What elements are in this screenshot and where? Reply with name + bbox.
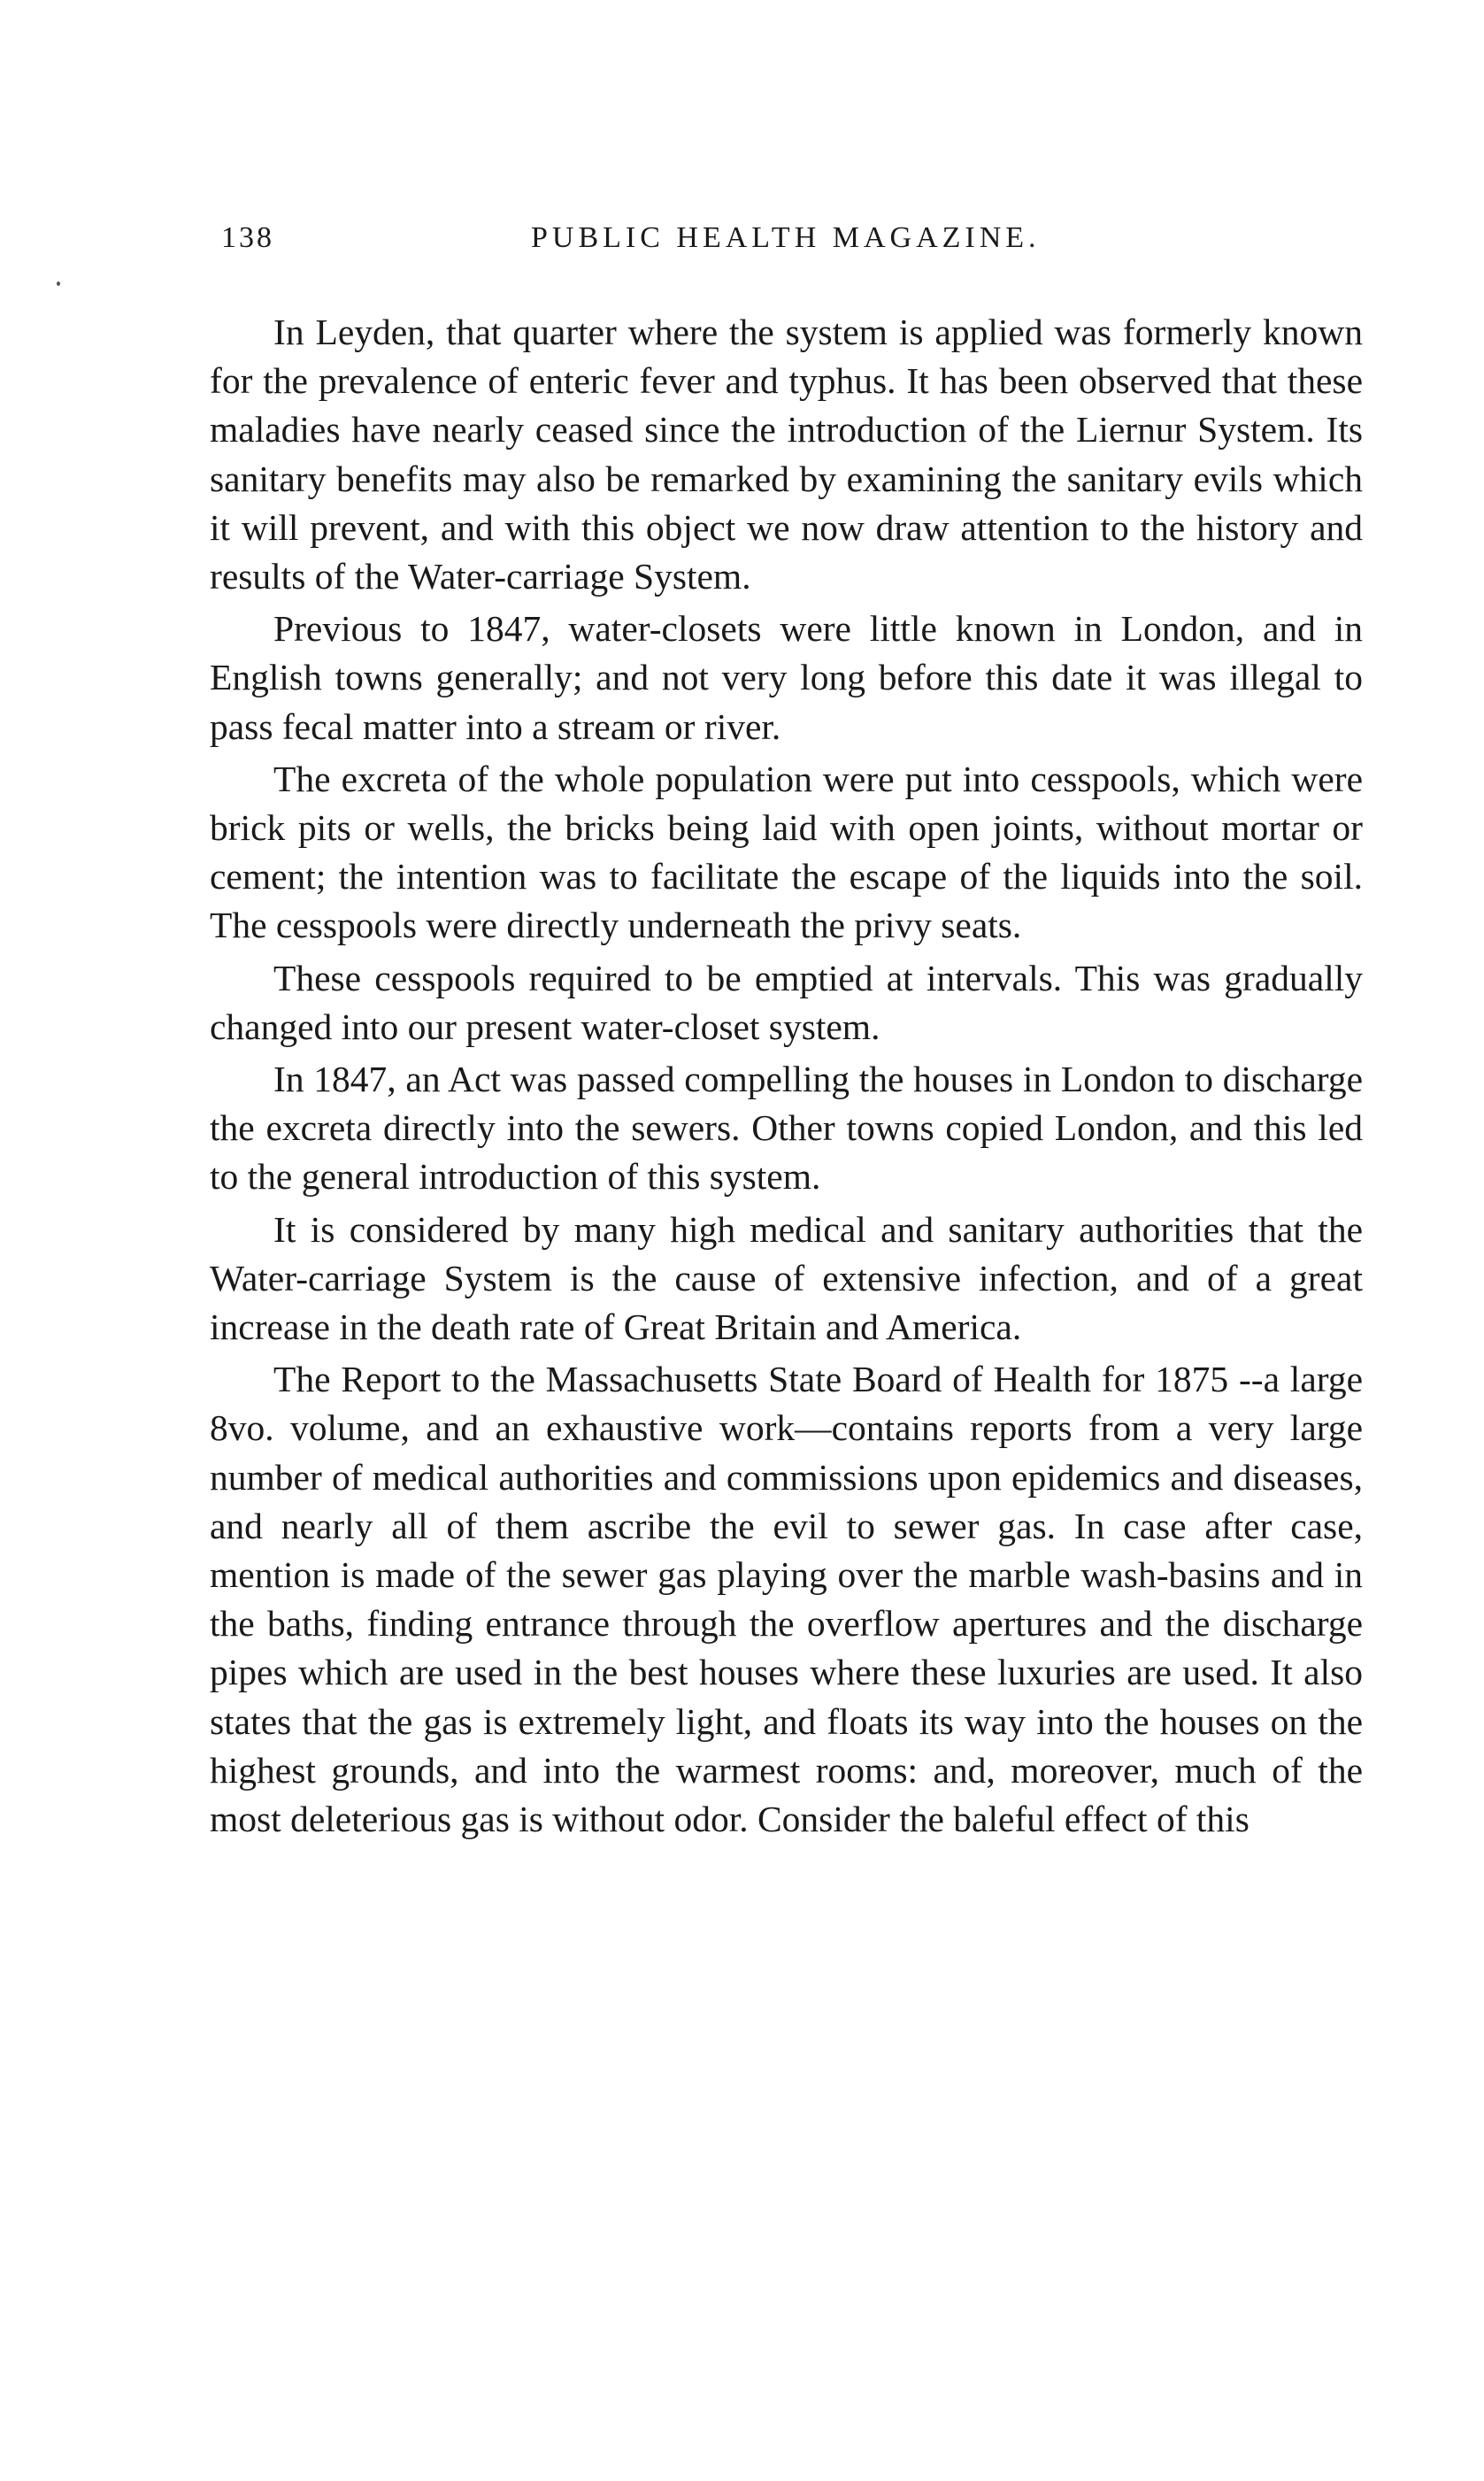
ink-speck [57, 281, 60, 286]
body-text [210, 308, 1363, 1844]
page-number: 138 [221, 221, 274, 254]
paragraph: In 1847, an Act was passed compelling the houses in London to discharge the excreta directly into the sewers. Other towns copied London, and this led to the general introduction of this system. [210, 1059, 1363, 1198]
paragraph: These cesspools required to be emptied at intervals. This was gradually changed into our present water-closet system. [210, 957, 1363, 1047]
running-header [221, 221, 1372, 266]
header-title: PUBLIC HEALTH MAGAZINE. [531, 221, 1041, 254]
paragraph: The excreta of the whole population were put into cesspools, which were brick pits or wells, the bricks being laid with open joints, without mortar or cement; the intention was to facilitate the escape of the liquids into the soil. The cesspools were directly underneath the privy seats. [210, 758, 1363, 946]
paragraph: In Leyden, that quarter where the system is applied was formerly known for the prevalence of enteric fever and typhus. It has been observed that these maladies have nearly ceased since the introduction of the Liernur System. Its sanitary benefits may also be remarked by examining the sanitary evils which it will prevent, and with this object we now draw attention to the history and results of the Water-carriage System. [210, 312, 1363, 597]
paragraph: The Report to the Massachusetts State Board of Health for 1875 --a large 8vo. volume, and an exhaustive work—contains reports from a very large number of medical authorities and commissions upon epidemics and diseases, and nearly all of them ascribe the evil to sewer gas. In case after case, mention is made of the sewer gas playing over the marble wash-basins and in the baths, finding entrance through the overflow apertures and the discharge pipes which are used in the best houses where these luxuries are used. It also states that the gas is extremely light, and floats its way into the houses on the highest grounds, and into the warmest rooms: and, moreover, much of the most deleterious gas is without odor. Consider the baleful effect of this [210, 1359, 1363, 1840]
paragraph: It is considered by many high medical and sanitary authorities that the Water-carriage System is the cause of extensive infection, and of a great increase in the death rate of Great Britain and America. [210, 1208, 1363, 1348]
paragraph: Previous to 1847, water-closets were little known in London, and in English towns generally; and not very long before this date it was illegal to pass fecal matter into a stream or river. [210, 608, 1363, 747]
